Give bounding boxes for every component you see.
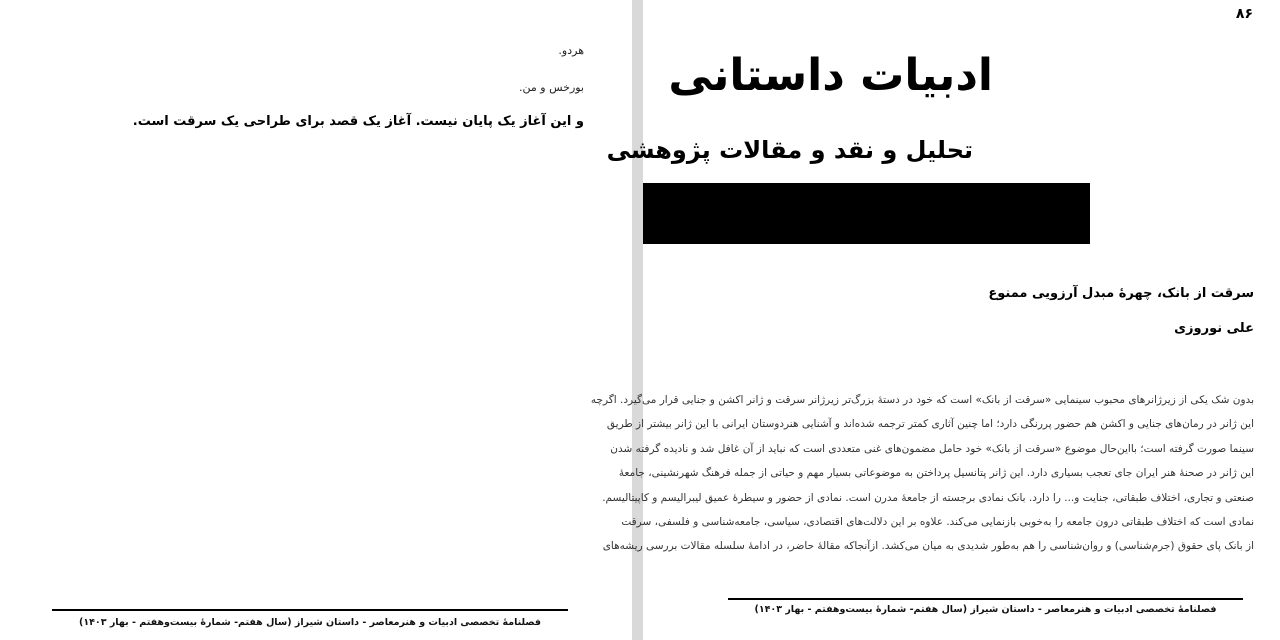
footer-divider bbox=[728, 598, 1243, 600]
body-line: این ژانر در صحنهٔ هنر ایران جای تعجب بسیاری دارد. این ژانر پتانسیل پرداختن به موضوعاتی بسیار مهم و حیاتی از جمله فرهنگ شهرنشینی، جامعهٔ bbox=[618, 467, 1254, 480]
body-line: نمادی است که اختلاف طبقاتی درون جامعه را به‌خوبی بازنمایی می‌کند. علاوه بر این دلالت‌های اقتصادی، سیاسی، جامعه‌شناسی و فلسفی، سرقت bbox=[621, 515, 1254, 528]
journal-title: ادبیات داستانی bbox=[668, 50, 993, 101]
right-page bbox=[590, 0, 1280, 640]
redaction-band bbox=[643, 183, 1090, 244]
closing-sentence: و این آغاز یک پایان نیست. آغاز یک قصد برای طراحی یک سرقت است. bbox=[132, 114, 584, 129]
text-line: هردو. bbox=[558, 44, 584, 57]
text-line: بورخس و من. bbox=[519, 81, 584, 94]
page-footer: فصلنامهٔ تخصصی ادبیات و هنرمعاصر - داستان شیراز (سال هفتم- شمارهٔ بیست‌وهفتم - بهار ۱۴۰۳) bbox=[754, 604, 1217, 615]
article-author: علی نوروزی bbox=[1174, 321, 1254, 336]
body-line: سینما صورت گرفته است؛ بااین‌حال موضوع «سرقت از بانک» خود حامل مضمون‌های غنی متعددی است که نباید از آن غافل شد و نادیده گرفته شدن bbox=[610, 442, 1254, 455]
page-number: ۸۶ bbox=[1235, 6, 1253, 22]
page-footer: فصلنامهٔ تخصصی ادبیات و هنرمعاصر - داستان شیراز (سال هفتم- شمارهٔ بیست‌وهفتم - بهار ۱۴۰۳) bbox=[78, 617, 542, 628]
article-title: سرقت از بانک، چهرهٔ مبدل آرزویی ممنوع bbox=[988, 286, 1254, 301]
body-line: از بانک پای حقوق (جرم‌شناسی) و روان‌شناسی را هم به‌طور شدیدی به میان می‌کشد. ازآنجاکه مقالهٔ حاضر، در ادامهٔ سلسله مقالات بررسی ریشه‌های bbox=[602, 540, 1254, 553]
journal-subtitle: تحلیل و نقد و مقالات پژوهشی bbox=[606, 136, 973, 164]
body-line: صنعتی و تجاری، اختلاف طبقاتی، جنایت و... را دارد. بانک نمادی برجسته از جامعهٔ مدرن است. نمادی از حضور و سیطرهٔ عمیق لیبرالیسم و کاپیتالیسم. bbox=[602, 491, 1254, 504]
footer-divider bbox=[52, 609, 568, 611]
body-line: بدون شک یکی از زیرژانرهای محبوب سینمایی «سرقت از بانک» است که خود در دستهٔ بزرگ‌تر زیرژانر سرقت و ژانر اکشن و جنایی قرار می‌گیرد. اگرچه bbox=[590, 394, 1254, 406]
left-page bbox=[0, 0, 632, 640]
body-line: این ژانر در رمان‌های جنایی و اکشن هم حضور پررنگی دارد؛ اما چنین آثاری کمتر ترجمه شده‌اند و آشنایی هنردوستان ایرانی با این ژانر بیشتر از طریق bbox=[606, 418, 1254, 431]
article-body bbox=[590, 388, 1254, 559]
